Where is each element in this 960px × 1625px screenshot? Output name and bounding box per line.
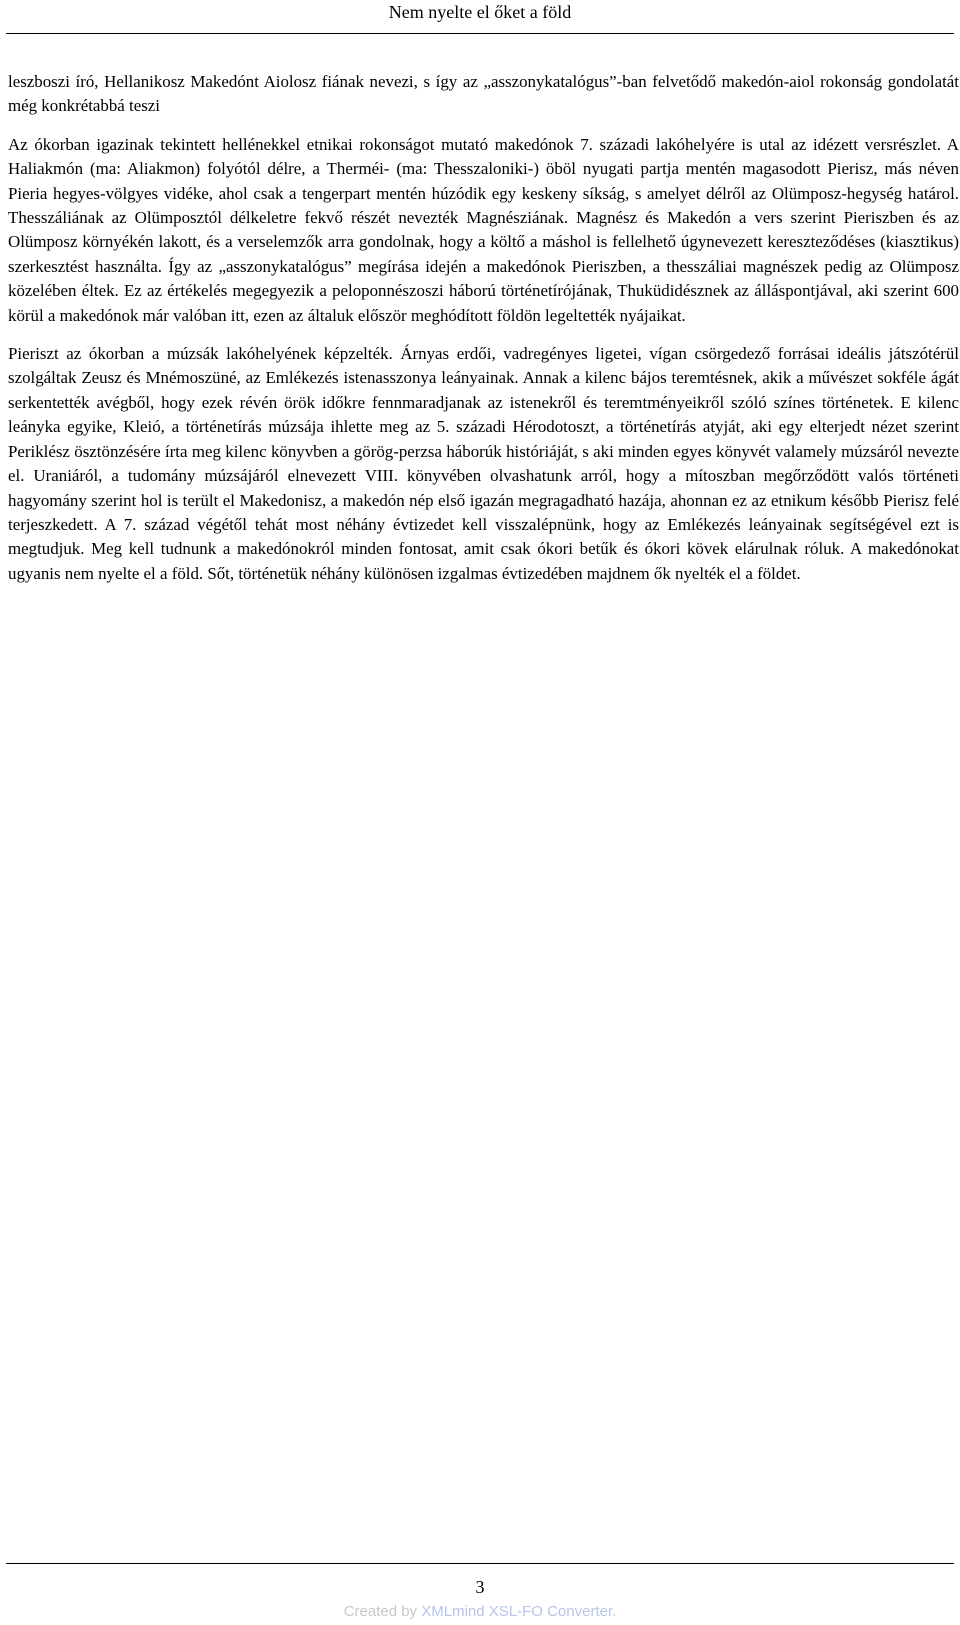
generator-credit bbox=[0, 1603, 960, 1621]
footer-divider bbox=[6, 1563, 954, 1564]
generator-brand-link[interactable]: XMLmind XSL-FO Converter bbox=[421, 1603, 613, 1620]
page-body bbox=[8, 70, 959, 600]
header-divider bbox=[6, 33, 954, 34]
running-header-title: Nem nyelte el őket a föld bbox=[388, 2, 572, 22]
generator-prefix: Created by bbox=[343, 1603, 422, 1620]
body-paragraph: Az ókorban igazinak tekintett hellénekkel etnikai rokonságot mutató makedónok 7. századi lakóhelyére is utal az idézett versrészlet. A Haliakmón (ma: Aliakmon) folyótól délre, a Therméi- (ma: Thesszaloniki-) öböl nyugati partja mentén magasodott Pierisz, más néven Pieria hegyes-völgyes vidéke, ahol csak a tengerpart mentén húzódik egy keskeny síkság, s amelyet délről az Olümposz-hegység határol. Thesszáliának az Olümposztól délkeletre fekvő részét nevezték Magnésziának. Magnész és Makedón a vers szerint Pieriszben és az Olümposz környékén lakott, és a verselemzők arra gondolnak, hogy a költő a máshol is fellelhető úgynevezett kereszteződéses (kiasztikus) szerkesztést használta. Így az „asszonykatalógus” megírása idején a makedónok Pieriszben, a thesszáliai magnészek pedig az Olümposz közelében éltek. Ez az értékelés megegyezik a peloponnészoszi háború történetírójának, Thuküdidésznek az álláspontjával, aki szerint 600 körül a makedónok már valóban itt, ezen az általuk először meghódított földön legeltették nyájaikat. bbox=[8, 134, 959, 325]
body-paragraph: Pieriszt az ókorban a múzsák lakóhelyének képzelték. Árnyas erdői, vadregényes ligetei, vígan csörgedező forrásai ideális játszótérül szolgáltak Zeusz és Mnémoszüné, az Emlékezés istenasszonya leányainak. Annak a kilenc bájos teremtésnek, akik a művészet sokféle ágát serkentették avégből, hogy ezek révén örök időkre fennmaradjanak az istenekről és teremtményeikről szóló színes történetek. E kilenc leányka egyike, Kleió, a történetírás múzsája ihlette meg az 5. századi Hérodotoszt, a történetírás atyját, aki egy elterjedt nézet szerint Periklész ösztönzésére írta meg kilenc könyvben a görög-perzsa háborúk históriáját, s aki minden egyes könyvét valamely múzsáról nevezte el. Uraniáról, a tudomány múzsájáról elnevezett VIII. könyvében olvashatunk arról, hogy a mítoszban megőrződött valós történeti hagyomány szerint hol is terült el Makedonisz, a makedón nép első igazán megragadható hazája, ahonnan ez az etnikum később Pierisz felé terjeszkedett. A 7. század végétől tehát most néhány évtizedet kell visszalépnünk, hogy az Emlékezés leányainak segítségével ezt is megtudjuk. Meg kell tudnunk a makedónokról minden fontosat, amit csak ókori betűk és ókori kövek elárulnak róluk. A makedónokat ugyanis nem nyelte el a föld. Sőt, történetük néhány különösen izgalmas évtizedében majdnem ők nyelték el a földet. bbox=[8, 344, 959, 583]
page-number: 3 bbox=[475, 1577, 485, 1597]
generator-suffix: . bbox=[612, 1603, 617, 1620]
running-header bbox=[0, 0, 960, 36]
body-paragraph: leszboszi író, Hellanikosz Makedónt Aiolosz fiának nevezi, s így az „asszonykatalógus”-ban felvetődő makedón-aiol rokonság gondolatát még konkrétabbá teszi bbox=[8, 72, 959, 116]
